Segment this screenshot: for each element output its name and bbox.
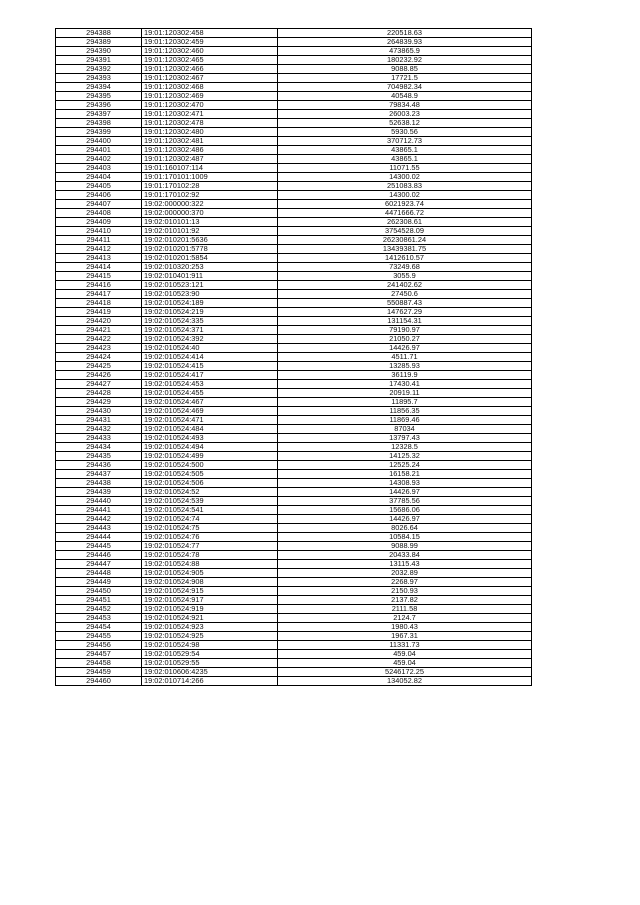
cadastral-number-cell: 19:02:010524:469 bbox=[142, 407, 278, 416]
row-number-cell: 294446 bbox=[56, 551, 142, 560]
row-number-cell: 294388 bbox=[56, 29, 142, 38]
cadastral-number-cell: 19:02:010524:415 bbox=[142, 362, 278, 371]
table-row bbox=[56, 245, 532, 254]
table-body bbox=[56, 29, 532, 686]
row-number-cell: 294398 bbox=[56, 119, 142, 128]
cadastral-number-cell: 19:01:120302:468 bbox=[142, 83, 278, 92]
value-cell: 14426.97 bbox=[278, 488, 532, 497]
cadastral-number-cell: 19:01:170102:28 bbox=[142, 182, 278, 191]
value-cell: 1412610.57 bbox=[278, 254, 532, 263]
value-cell: 370712.73 bbox=[278, 137, 532, 146]
cadastral-number-cell: 19:02:010524:499 bbox=[142, 452, 278, 461]
cadastral-number-cell: 19:02:010524:541 bbox=[142, 506, 278, 515]
value-cell: 459.04 bbox=[278, 650, 532, 659]
value-cell: 15686.06 bbox=[278, 506, 532, 515]
row-number-cell: 294390 bbox=[56, 47, 142, 56]
value-cell: 40548.9 bbox=[278, 92, 532, 101]
table-row bbox=[56, 623, 532, 632]
row-number-cell: 294427 bbox=[56, 380, 142, 389]
row-number-cell: 294423 bbox=[56, 344, 142, 353]
row-number-cell: 294438 bbox=[56, 479, 142, 488]
table-row bbox=[56, 137, 532, 146]
value-cell: 220518.63 bbox=[278, 29, 532, 38]
value-cell: 26003.23 bbox=[278, 110, 532, 119]
cadastral-number-cell: 19:02:010524:505 bbox=[142, 470, 278, 479]
row-number-cell: 294453 bbox=[56, 614, 142, 623]
table-row bbox=[56, 191, 532, 200]
row-number-cell: 294404 bbox=[56, 173, 142, 182]
table-row bbox=[56, 470, 532, 479]
row-number-cell: 294433 bbox=[56, 434, 142, 443]
row-number-cell: 294454 bbox=[56, 623, 142, 632]
value-cell: 21050.27 bbox=[278, 335, 532, 344]
data-table bbox=[55, 28, 532, 686]
cadastral-number-cell: 19:02:010524:494 bbox=[142, 443, 278, 452]
table-row bbox=[56, 569, 532, 578]
table-row bbox=[56, 371, 532, 380]
cadastral-number-cell: 19:01:170101:1009 bbox=[142, 173, 278, 182]
table-row bbox=[56, 308, 532, 317]
row-number-cell: 294442 bbox=[56, 515, 142, 524]
table-row bbox=[56, 605, 532, 614]
table-row bbox=[56, 92, 532, 101]
row-number-cell: 294451 bbox=[56, 596, 142, 605]
table-row bbox=[56, 326, 532, 335]
value-cell: 27450.6 bbox=[278, 290, 532, 299]
value-cell: 2124.7 bbox=[278, 614, 532, 623]
row-number-cell: 294437 bbox=[56, 470, 142, 479]
cadastral-number-cell: 19:02:010524:371 bbox=[142, 326, 278, 335]
table-row bbox=[56, 461, 532, 470]
table-row bbox=[56, 119, 532, 128]
row-number-cell: 294440 bbox=[56, 497, 142, 506]
value-cell: 20919.11 bbox=[278, 389, 532, 398]
value-cell: 14300.02 bbox=[278, 173, 532, 182]
cadastral-number-cell: 19:02:010201:5854 bbox=[142, 254, 278, 263]
cadastral-number-cell: 19:02:010524:98 bbox=[142, 641, 278, 650]
cadastral-number-cell: 19:01:120302:469 bbox=[142, 92, 278, 101]
row-number-cell: 294443 bbox=[56, 524, 142, 533]
table-row bbox=[56, 434, 532, 443]
value-cell: 37785.56 bbox=[278, 497, 532, 506]
value-cell: 11331.73 bbox=[278, 641, 532, 650]
row-number-cell: 294417 bbox=[56, 290, 142, 299]
table-row bbox=[56, 650, 532, 659]
table-row bbox=[56, 317, 532, 326]
cadastral-number-cell: 19:02:010714:266 bbox=[142, 677, 278, 686]
table-row bbox=[56, 335, 532, 344]
table-row bbox=[56, 596, 532, 605]
row-number-cell: 294406 bbox=[56, 191, 142, 200]
row-number-cell: 294414 bbox=[56, 263, 142, 272]
row-number-cell: 294457 bbox=[56, 650, 142, 659]
table-row bbox=[56, 353, 532, 362]
value-cell: 264839.93 bbox=[278, 38, 532, 47]
cadastral-number-cell: 19:02:000000:370 bbox=[142, 209, 278, 218]
value-cell: 3055.9 bbox=[278, 272, 532, 281]
cadastral-number-cell: 19:01:120302:458 bbox=[142, 29, 278, 38]
value-cell: 131154.31 bbox=[278, 317, 532, 326]
table-row bbox=[56, 479, 532, 488]
row-number-cell: 294425 bbox=[56, 362, 142, 371]
row-number-cell: 294392 bbox=[56, 65, 142, 74]
table-row bbox=[56, 542, 532, 551]
row-number-cell: 294394 bbox=[56, 83, 142, 92]
row-number-cell: 294408 bbox=[56, 209, 142, 218]
table-row bbox=[56, 272, 532, 281]
value-cell: 14308.93 bbox=[278, 479, 532, 488]
row-number-cell: 294452 bbox=[56, 605, 142, 614]
table-row bbox=[56, 254, 532, 263]
table-row bbox=[56, 659, 532, 668]
table-row bbox=[56, 38, 532, 47]
cadastral-number-cell: 19:01:120302:486 bbox=[142, 146, 278, 155]
table-row bbox=[56, 128, 532, 137]
cadastral-number-cell: 19:01:120302:471 bbox=[142, 110, 278, 119]
value-cell: 26230861.24 bbox=[278, 236, 532, 245]
cadastral-number-cell: 19:02:010524:76 bbox=[142, 533, 278, 542]
cadastral-number-cell: 19:02:010201:5636 bbox=[142, 236, 278, 245]
row-number-cell: 294429 bbox=[56, 398, 142, 407]
table-row bbox=[56, 155, 532, 164]
row-number-cell: 294401 bbox=[56, 146, 142, 155]
row-number-cell: 294456 bbox=[56, 641, 142, 650]
cadastral-number-cell: 19:02:010101:13 bbox=[142, 218, 278, 227]
cadastral-number-cell: 19:02:010524:414 bbox=[142, 353, 278, 362]
row-number-cell: 294450 bbox=[56, 587, 142, 596]
value-cell: 73249.68 bbox=[278, 263, 532, 272]
table-row bbox=[56, 488, 532, 497]
table-row bbox=[56, 218, 532, 227]
row-number-cell: 294432 bbox=[56, 425, 142, 434]
cadastral-number-cell: 19:02:010524:919 bbox=[142, 605, 278, 614]
value-cell: 5930.56 bbox=[278, 128, 532, 137]
cadastral-number-cell: 19:02:010524:88 bbox=[142, 560, 278, 569]
cadastral-number-cell: 19:02:010201:5778 bbox=[142, 245, 278, 254]
row-number-cell: 294403 bbox=[56, 164, 142, 173]
value-cell: 13797.43 bbox=[278, 434, 532, 443]
cadastral-number-cell: 19:02:010524:493 bbox=[142, 434, 278, 443]
value-cell: 17721.5 bbox=[278, 74, 532, 83]
value-cell: 13439381.75 bbox=[278, 245, 532, 254]
cadastral-number-cell: 19:02:010524:471 bbox=[142, 416, 278, 425]
value-cell: 2032.89 bbox=[278, 569, 532, 578]
row-number-cell: 294396 bbox=[56, 101, 142, 110]
value-cell: 79190.97 bbox=[278, 326, 532, 335]
row-number-cell: 294455 bbox=[56, 632, 142, 641]
row-number-cell: 294441 bbox=[56, 506, 142, 515]
value-cell: 12525.24 bbox=[278, 461, 532, 470]
cadastral-number-cell: 19:02:010524:484 bbox=[142, 425, 278, 434]
table-row bbox=[56, 677, 532, 686]
cadastral-number-cell: 19:01:120302:480 bbox=[142, 128, 278, 137]
row-number-cell: 294405 bbox=[56, 182, 142, 191]
value-cell: 2268.97 bbox=[278, 578, 532, 587]
row-number-cell: 294444 bbox=[56, 533, 142, 542]
table-row bbox=[56, 290, 532, 299]
table-row bbox=[56, 65, 532, 74]
value-cell: 10584.15 bbox=[278, 533, 532, 542]
cadastral-number-cell: 19:01:120302:467 bbox=[142, 74, 278, 83]
row-number-cell: 294389 bbox=[56, 38, 142, 47]
table-row bbox=[56, 578, 532, 587]
table-row bbox=[56, 506, 532, 515]
table-row bbox=[56, 299, 532, 308]
value-cell: 12328.5 bbox=[278, 443, 532, 452]
value-cell: 79834.48 bbox=[278, 101, 532, 110]
value-cell: 262308.61 bbox=[278, 218, 532, 227]
table-row bbox=[56, 668, 532, 677]
value-cell: 241402.62 bbox=[278, 281, 532, 290]
row-number-cell: 294399 bbox=[56, 128, 142, 137]
table-row bbox=[56, 641, 532, 650]
value-cell: 11869.46 bbox=[278, 416, 532, 425]
table-row bbox=[56, 182, 532, 191]
table-row bbox=[56, 560, 532, 569]
cadastral-number-cell: 19:02:010524:52 bbox=[142, 488, 278, 497]
table-row bbox=[56, 29, 532, 38]
value-cell: 1980.43 bbox=[278, 623, 532, 632]
table-row bbox=[56, 533, 532, 542]
value-cell: 11895.7 bbox=[278, 398, 532, 407]
cadastral-number-cell: 19:02:010524:506 bbox=[142, 479, 278, 488]
row-number-cell: 294449 bbox=[56, 578, 142, 587]
cadastral-number-cell: 19:01:170102:92 bbox=[142, 191, 278, 200]
cadastral-number-cell: 19:02:010524:908 bbox=[142, 578, 278, 587]
value-cell: 52638.12 bbox=[278, 119, 532, 128]
value-cell: 6021923.74 bbox=[278, 200, 532, 209]
value-cell: 43865.1 bbox=[278, 155, 532, 164]
cadastral-number-cell: 19:02:010524:77 bbox=[142, 542, 278, 551]
value-cell: 473865.9 bbox=[278, 47, 532, 56]
table-row bbox=[56, 74, 532, 83]
row-number-cell: 294424 bbox=[56, 353, 142, 362]
row-number-cell: 294415 bbox=[56, 272, 142, 281]
row-number-cell: 294430 bbox=[56, 407, 142, 416]
row-number-cell: 294439 bbox=[56, 488, 142, 497]
table-row bbox=[56, 227, 532, 236]
cadastral-number-cell: 19:02:010523:90 bbox=[142, 290, 278, 299]
table-row bbox=[56, 110, 532, 119]
value-cell: 11856.35 bbox=[278, 407, 532, 416]
value-cell: 4471666.72 bbox=[278, 209, 532, 218]
row-number-cell: 294428 bbox=[56, 389, 142, 398]
row-number-cell: 294448 bbox=[56, 569, 142, 578]
value-cell: 9088.85 bbox=[278, 65, 532, 74]
value-cell: 11071.55 bbox=[278, 164, 532, 173]
row-number-cell: 294400 bbox=[56, 137, 142, 146]
value-cell: 2150.93 bbox=[278, 587, 532, 596]
value-cell: 17430.41 bbox=[278, 380, 532, 389]
value-cell: 2137.82 bbox=[278, 596, 532, 605]
value-cell: 550887.43 bbox=[278, 299, 532, 308]
cadastral-number-cell: 19:02:010524:925 bbox=[142, 632, 278, 641]
cadastral-number-cell: 19:02:010401:911 bbox=[142, 272, 278, 281]
table-row bbox=[56, 452, 532, 461]
table-row bbox=[56, 200, 532, 209]
table-row bbox=[56, 632, 532, 641]
value-cell: 20433.84 bbox=[278, 551, 532, 560]
cadastral-number-cell: 19:02:010101:92 bbox=[142, 227, 278, 236]
cadastral-number-cell: 19:02:010529:54 bbox=[142, 650, 278, 659]
cadastral-number-cell: 19:01:120302:487 bbox=[142, 155, 278, 164]
cadastral-number-cell: 19:02:010606:4235 bbox=[142, 668, 278, 677]
cadastral-number-cell: 19:02:010524:915 bbox=[142, 587, 278, 596]
table-row bbox=[56, 236, 532, 245]
cadastral-number-cell: 19:02:010524:921 bbox=[142, 614, 278, 623]
cadastral-number-cell: 19:02:010524:539 bbox=[142, 497, 278, 506]
row-number-cell: 294411 bbox=[56, 236, 142, 245]
row-number-cell: 294410 bbox=[56, 227, 142, 236]
row-number-cell: 294419 bbox=[56, 308, 142, 317]
value-cell: 14426.97 bbox=[278, 515, 532, 524]
value-cell: 14300.02 bbox=[278, 191, 532, 200]
cadastral-number-cell: 19:02:010524:500 bbox=[142, 461, 278, 470]
cadastral-number-cell: 19:01:120302:459 bbox=[142, 38, 278, 47]
value-cell: 1967.31 bbox=[278, 632, 532, 641]
cadastral-number-cell: 19:02:010524:923 bbox=[142, 623, 278, 632]
row-number-cell: 294416 bbox=[56, 281, 142, 290]
row-number-cell: 294409 bbox=[56, 218, 142, 227]
cadastral-number-cell: 19:01:120302:460 bbox=[142, 47, 278, 56]
row-number-cell: 294435 bbox=[56, 452, 142, 461]
row-number-cell: 294445 bbox=[56, 542, 142, 551]
cadastral-number-cell: 19:02:010524:455 bbox=[142, 389, 278, 398]
cadastral-number-cell: 19:02:010524:467 bbox=[142, 398, 278, 407]
cadastral-number-cell: 19:02:010524:335 bbox=[142, 317, 278, 326]
cadastral-number-cell: 19:02:010524:78 bbox=[142, 551, 278, 560]
cadastral-number-cell: 19:02:010524:75 bbox=[142, 524, 278, 533]
table-row bbox=[56, 497, 532, 506]
value-cell: 87034 bbox=[278, 425, 532, 434]
value-cell: 14125.32 bbox=[278, 452, 532, 461]
table-row bbox=[56, 362, 532, 371]
value-cell: 36119.9 bbox=[278, 371, 532, 380]
value-cell: 704982.34 bbox=[278, 83, 532, 92]
cadastral-number-cell: 19:02:010524:74 bbox=[142, 515, 278, 524]
table-row bbox=[56, 416, 532, 425]
table-row bbox=[56, 209, 532, 218]
table-row bbox=[56, 47, 532, 56]
value-cell: 147627.29 bbox=[278, 308, 532, 317]
value-cell: 14426.97 bbox=[278, 344, 532, 353]
value-cell: 13285.93 bbox=[278, 362, 532, 371]
row-number-cell: 294460 bbox=[56, 677, 142, 686]
table-row bbox=[56, 263, 532, 272]
cadastral-number-cell: 19:01:120302:470 bbox=[142, 101, 278, 110]
row-number-cell: 294407 bbox=[56, 200, 142, 209]
table-row bbox=[56, 515, 532, 524]
table-row bbox=[56, 164, 532, 173]
row-number-cell: 294426 bbox=[56, 371, 142, 380]
cadastral-number-cell: 19:02:010320:253 bbox=[142, 263, 278, 272]
cadastral-number-cell: 19:02:000000:322 bbox=[142, 200, 278, 209]
cadastral-number-cell: 19:02:010524:189 bbox=[142, 299, 278, 308]
row-number-cell: 294412 bbox=[56, 245, 142, 254]
row-number-cell: 294434 bbox=[56, 443, 142, 452]
value-cell: 5246172.25 bbox=[278, 668, 532, 677]
row-number-cell: 294402 bbox=[56, 155, 142, 164]
cadastral-number-cell: 19:02:010524:453 bbox=[142, 380, 278, 389]
table-row bbox=[56, 524, 532, 533]
cadastral-number-cell: 19:02:010524:219 bbox=[142, 308, 278, 317]
cadastral-number-cell: 19:02:010529:55 bbox=[142, 659, 278, 668]
table-row bbox=[56, 443, 532, 452]
table-row bbox=[56, 614, 532, 623]
table-row bbox=[56, 398, 532, 407]
cadastral-number-cell: 19:02:010524:917 bbox=[142, 596, 278, 605]
cadastral-number-cell: 19:01:120302:465 bbox=[142, 56, 278, 65]
table-row bbox=[56, 56, 532, 65]
value-cell: 2111.58 bbox=[278, 605, 532, 614]
table-row bbox=[56, 83, 532, 92]
table-row bbox=[56, 146, 532, 155]
row-number-cell: 294421 bbox=[56, 326, 142, 335]
row-number-cell: 294413 bbox=[56, 254, 142, 263]
table-row bbox=[56, 587, 532, 596]
value-cell: 134052.82 bbox=[278, 677, 532, 686]
value-cell: 13115.43 bbox=[278, 560, 532, 569]
table-row bbox=[56, 551, 532, 560]
value-cell: 251083.83 bbox=[278, 182, 532, 191]
row-number-cell: 294418 bbox=[56, 299, 142, 308]
row-number-cell: 294391 bbox=[56, 56, 142, 65]
row-number-cell: 294431 bbox=[56, 416, 142, 425]
value-cell: 43865.1 bbox=[278, 146, 532, 155]
table-row bbox=[56, 425, 532, 434]
row-number-cell: 294395 bbox=[56, 92, 142, 101]
row-number-cell: 294436 bbox=[56, 461, 142, 470]
table-row bbox=[56, 281, 532, 290]
cadastral-number-cell: 19:02:010524:40 bbox=[142, 344, 278, 353]
row-number-cell: 294420 bbox=[56, 317, 142, 326]
cadastral-number-cell: 19:01:120302:481 bbox=[142, 137, 278, 146]
row-number-cell: 294447 bbox=[56, 560, 142, 569]
cadastral-number-cell: 19:02:010524:392 bbox=[142, 335, 278, 344]
value-cell: 8026.64 bbox=[278, 524, 532, 533]
table-row bbox=[56, 101, 532, 110]
row-number-cell: 294397 bbox=[56, 110, 142, 119]
cadastral-number-cell: 19:02:010523:121 bbox=[142, 281, 278, 290]
value-cell: 9088.99 bbox=[278, 542, 532, 551]
table-row bbox=[56, 173, 532, 182]
row-number-cell: 294459 bbox=[56, 668, 142, 677]
value-cell: 459.04 bbox=[278, 659, 532, 668]
row-number-cell: 294393 bbox=[56, 74, 142, 83]
cadastral-number-cell: 19:01:120302:478 bbox=[142, 119, 278, 128]
table-row bbox=[56, 407, 532, 416]
value-cell: 16158.21 bbox=[278, 470, 532, 479]
table-row bbox=[56, 389, 532, 398]
value-cell: 3754528.09 bbox=[278, 227, 532, 236]
cadastral-number-cell: 19:01:160107:114 bbox=[142, 164, 278, 173]
cadastral-number-cell: 19:01:120302:466 bbox=[142, 65, 278, 74]
table-row bbox=[56, 344, 532, 353]
value-cell: 4511.71 bbox=[278, 353, 532, 362]
row-number-cell: 294422 bbox=[56, 335, 142, 344]
cadastral-number-cell: 19:02:010524:905 bbox=[142, 569, 278, 578]
cadastral-number-cell: 19:02:010524:417 bbox=[142, 371, 278, 380]
row-number-cell: 294458 bbox=[56, 659, 142, 668]
table-row bbox=[56, 380, 532, 389]
value-cell: 180232.92 bbox=[278, 56, 532, 65]
